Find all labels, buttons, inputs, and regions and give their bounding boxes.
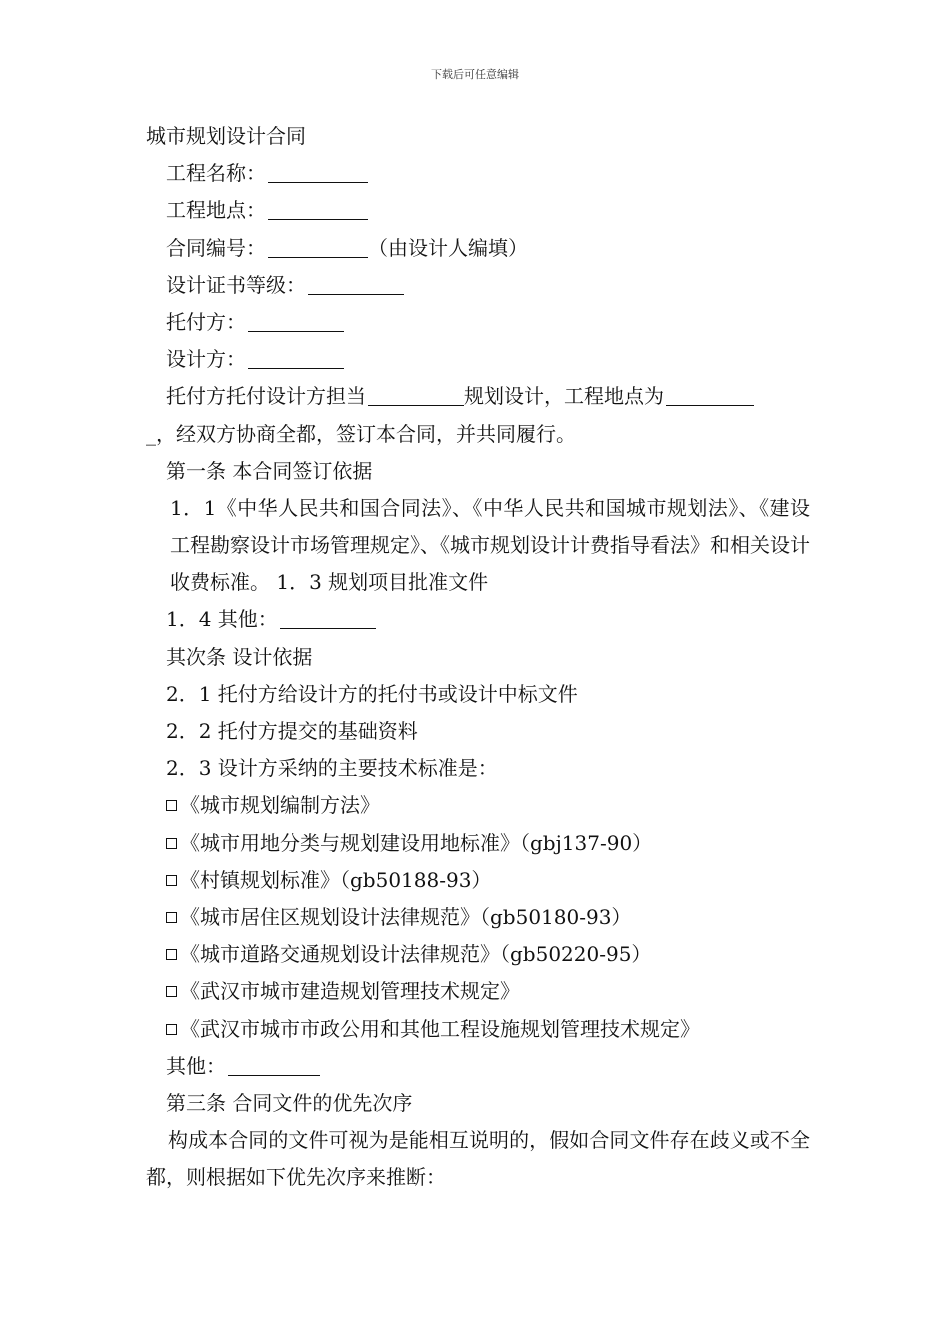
standard-text: 《村镇规划标准》（gb50188-93）	[180, 867, 492, 892]
blank-line	[666, 383, 754, 406]
clause-2-2: 2．2 托付方提交的基础资料	[166, 719, 418, 744]
article-1-heading: 第一条 本合同签订依据	[166, 458, 373, 483]
standard-item	[146, 1011, 810, 1048]
standard-text: 《武汉市城市建造规划管理技术规定》	[180, 979, 520, 1004]
intro-line-2: _，经双方协商全都，签订本合同，并共同履行。	[146, 421, 576, 446]
clause-1-4	[146, 601, 810, 638]
checkbox-icon	[166, 912, 177, 923]
intro-text: 托付方托付设计方担当	[166, 384, 366, 409]
checkbox-icon	[166, 986, 177, 997]
field-project-name	[146, 155, 810, 192]
checkbox-icon	[166, 838, 177, 849]
standard-text: 《城市道路交通规划设计法律规范》（gb50220-95）	[180, 942, 652, 967]
standard-item	[146, 936, 810, 973]
standard-item	[146, 862, 810, 899]
field-label: 合同编号：	[166, 235, 266, 260]
clause-text: 1．1《中华人民共和国合同法》、《中华人民共和国城市规划法》、《建设工程勘察设计市场管理规定》、《城市规划设计计费指导看法》和相关设计收费标准。 1．3 规划项目批准文件	[170, 495, 810, 595]
standard-text: 《城市居住区规划设计法律规范》（gb50180-93）	[180, 904, 632, 929]
standard-other	[146, 1048, 810, 1085]
blank-line	[268, 235, 368, 258]
page-header: 下载后可任意编辑	[431, 68, 519, 81]
field-label: 设计证书等级：	[166, 272, 306, 297]
contract-document	[146, 118, 810, 1197]
document-title: 城市规划设计合同	[146, 124, 306, 148]
standard-text: 《武汉市城市市政公用和其他工程设施规划管理技术规定》	[180, 1016, 700, 1041]
article-3-heading: 第三条 合同文件的优先次序	[166, 1090, 413, 1115]
field-designer	[146, 341, 810, 378]
standard-text: 《城市规划编制方法》	[180, 793, 380, 818]
article-2-heading: 其次条 设计依据	[166, 644, 313, 669]
field-label: 设计方：	[166, 347, 246, 372]
blank-line	[268, 160, 368, 183]
field-label: 托付方：	[166, 309, 246, 334]
blank-line	[308, 272, 404, 295]
standard-item	[146, 787, 810, 824]
checkbox-icon	[166, 949, 177, 960]
blank-line	[280, 606, 376, 629]
checkbox-icon	[166, 800, 177, 811]
checkbox-icon	[166, 875, 177, 886]
clause-2-1: 2．1 托付方给设计方的托付书或设计中标文件	[166, 681, 578, 706]
standard-item	[146, 899, 810, 936]
blank-line	[248, 346, 344, 369]
blank-line	[268, 197, 368, 220]
standard-text: 《城市用地分类与规划建设用地标准》（gbj137-90）	[180, 830, 653, 855]
clause-text: 1．4 其他：	[166, 607, 278, 632]
blank-line	[248, 309, 344, 332]
checkbox-icon	[166, 1024, 177, 1035]
field-label: 工程名称：	[166, 161, 266, 186]
clause-2-3: 2．3 设计方采纳的主要技术标准是：	[166, 756, 498, 781]
field-project-location	[146, 192, 810, 229]
clause-1-1	[146, 490, 810, 602]
field-note: （由设计人编填）	[368, 235, 528, 260]
standard-item	[146, 973, 810, 1010]
field-contract-no	[146, 230, 810, 267]
intro-text: 规划设计，工程地点为	[464, 384, 664, 409]
blank-line	[228, 1053, 320, 1076]
field-label: 其他：	[166, 1053, 226, 1078]
paragraph-text: 构成本合同的文件可视为是能相互说明的，假如合同文件存在歧义或不全都，则根据如下优先次序来推断：	[146, 1128, 810, 1190]
intro-line-1	[146, 378, 810, 415]
field-label: 工程地点：	[166, 198, 266, 223]
field-client	[146, 304, 810, 341]
standard-item	[146, 825, 810, 862]
article-3-body	[146, 1122, 810, 1196]
field-cert-level	[146, 267, 810, 304]
blank-line	[368, 383, 464, 406]
